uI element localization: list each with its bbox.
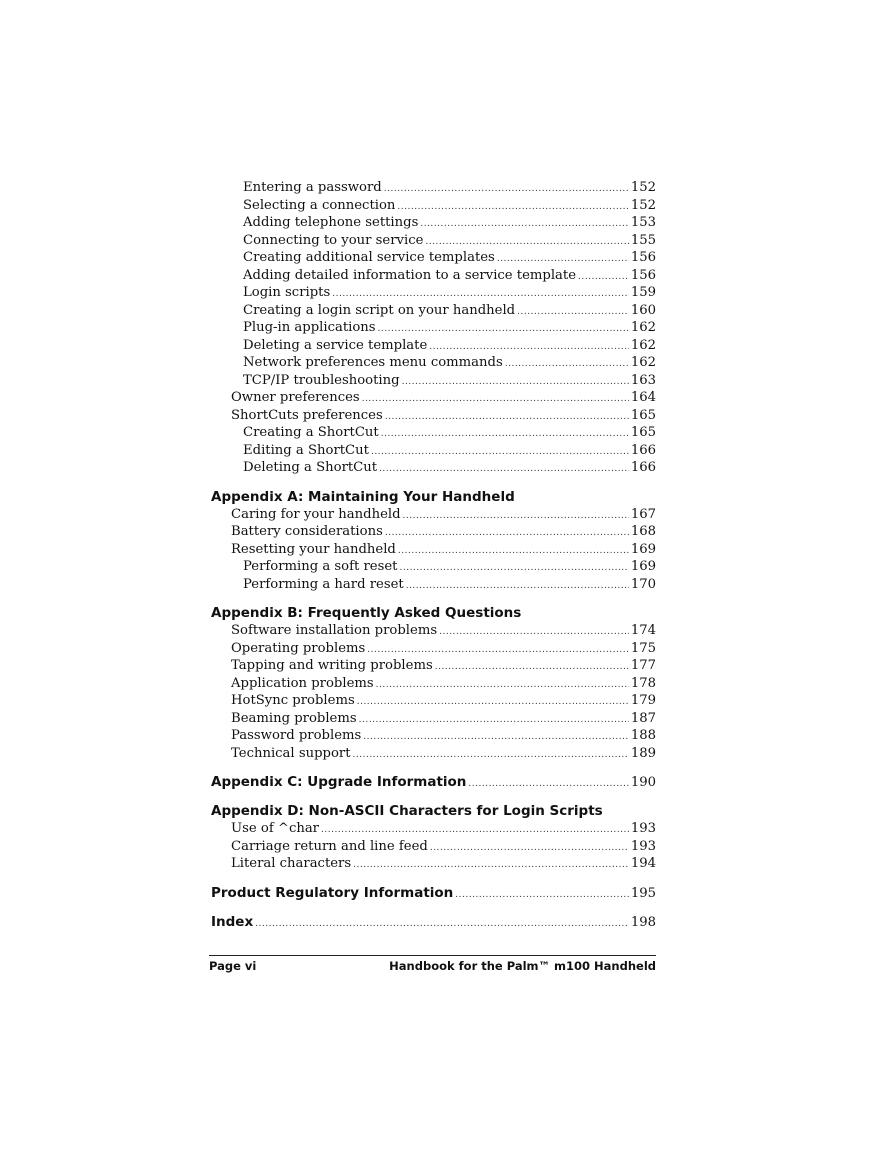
toc-entry-title: Software installation problems <box>231 623 438 638</box>
dot-leader <box>357 694 629 712</box>
toc-entry-title: Technical support <box>231 745 351 761</box>
toc-entry-title: Operating problems <box>231 640 366 656</box>
page-footer <box>209 955 656 973</box>
toc-entry-title: Creating additional service templates <box>243 250 495 265</box>
dot-leader <box>468 775 628 793</box>
toc-entry-title: Application problems <box>231 675 374 691</box>
toc-entry[interactable] <box>211 197 656 215</box>
dot-leader <box>353 747 629 765</box>
toc-entry[interactable] <box>211 389 656 407</box>
toc-section-heading[interactable] <box>211 913 656 931</box>
toc-entry[interactable] <box>211 302 656 320</box>
toc-page-number: 178 <box>630 675 656 691</box>
toc-page-number: 189 <box>630 745 656 761</box>
toc-page-number: 165 <box>630 425 656 440</box>
toc-entry-title: Caring for your handheld <box>231 506 401 522</box>
toc-entry[interactable] <box>211 372 656 390</box>
toc-page-number: 164 <box>630 390 656 405</box>
toc-page-number: 166 <box>630 442 656 458</box>
dot-leader <box>399 560 628 578</box>
dot-leader <box>397 199 628 217</box>
toc-page-number: 165 <box>630 407 656 423</box>
toc-entry[interactable] <box>211 354 656 372</box>
toc-page-number: 152 <box>630 180 656 195</box>
toc-entry-title: Connecting to your service <box>243 232 424 248</box>
dot-leader <box>379 461 629 479</box>
toc-entry-title: Resetting your handheld <box>231 541 396 557</box>
toc-entry-title: Plug-in applications <box>243 320 376 335</box>
toc-page-number: 160 <box>630 302 656 318</box>
toc-entry-title: Product Regulatory Information <box>211 884 454 901</box>
dot-leader <box>255 915 629 933</box>
toc-page-number: 159 <box>630 285 656 300</box>
toc-page-number: 187 <box>630 710 656 726</box>
toc-entry-title: Deleting a ShortCut <box>243 460 378 475</box>
toc-entry[interactable] <box>211 284 656 302</box>
toc-entry-title: Adding telephone settings <box>243 215 419 230</box>
toc-entry-title: Owner preferences <box>231 390 360 405</box>
toc-entry[interactable] <box>211 576 656 594</box>
toc-page-number: 156 <box>630 267 656 283</box>
toc-page-number: 190 <box>630 775 656 790</box>
toc-entry-title: Battery considerations <box>231 524 383 539</box>
toc-page-number: 169 <box>630 541 656 557</box>
dot-leader <box>376 677 629 695</box>
toc-entry[interactable] <box>211 523 656 541</box>
toc-entry[interactable] <box>211 179 656 197</box>
toc-entry-title: Deleting a service template <box>243 337 428 353</box>
toc-entry-title: Login scripts <box>243 285 331 300</box>
toc-page-number: 168 <box>630 524 656 539</box>
dot-leader <box>505 356 629 374</box>
toc-entry-title: Creating a ShortCut <box>243 425 379 440</box>
toc-entry[interactable] <box>211 424 656 442</box>
toc-section-heading[interactable] <box>211 488 656 506</box>
toc-page-number: 194 <box>630 856 656 871</box>
dot-leader <box>402 374 629 392</box>
dot-leader <box>435 659 629 677</box>
toc-page-number: 195 <box>630 885 656 901</box>
dot-leader <box>371 444 629 462</box>
dot-leader <box>439 624 629 642</box>
toc-entry-title: Performing a soft reset <box>243 559 398 574</box>
toc-page-number: 162 <box>630 355 656 370</box>
toc-entry[interactable] <box>211 657 656 675</box>
toc-entry-title: Tapping and writing problems <box>231 658 433 673</box>
dot-leader <box>353 857 629 875</box>
toc-entry-title: ShortCuts preferences <box>231 407 383 423</box>
dot-leader <box>384 181 629 199</box>
toc-page-number: 175 <box>630 640 656 656</box>
toc-page-number: 152 <box>630 197 656 213</box>
toc-entry[interactable] <box>211 407 656 425</box>
toc-entry-title: Appendix A: Maintaining Your Handheld <box>211 488 515 505</box>
toc-entry[interactable] <box>211 506 656 524</box>
toc-entry[interactable] <box>211 337 656 355</box>
toc-section-heading[interactable] <box>211 604 656 622</box>
toc-entry[interactable] <box>211 541 656 559</box>
toc-entry-title: Beaming problems <box>231 710 357 726</box>
toc-page-number: 170 <box>630 576 656 592</box>
toc-page-number: 166 <box>630 460 656 475</box>
toc-entry[interactable] <box>211 249 656 267</box>
toc-entry[interactable] <box>211 745 656 763</box>
toc-entry[interactable] <box>211 727 656 745</box>
toc-section-heading[interactable] <box>211 802 656 820</box>
toc-entry[interactable] <box>211 558 656 576</box>
toc-entry-title: Literal characters <box>231 856 352 871</box>
toc-entry-title: Entering a password <box>243 180 382 195</box>
dot-leader <box>578 269 629 287</box>
toc-entry-title: Appendix D: Non-ASCII Characters for Login Scripts <box>211 803 603 819</box>
toc-entry[interactable] <box>211 692 656 710</box>
toc-section-heading[interactable] <box>211 773 656 791</box>
table-of-contents <box>211 179 656 931</box>
dot-leader <box>385 409 629 427</box>
toc-entry[interactable] <box>211 710 656 728</box>
dot-leader <box>455 886 629 904</box>
toc-page-number: 193 <box>630 838 656 854</box>
toc-page-number: 167 <box>630 506 656 522</box>
toc-entry-title: TCP/IP troubleshooting <box>243 372 400 388</box>
dot-leader <box>363 729 629 747</box>
dot-leader <box>420 216 628 234</box>
toc-page-number: 188 <box>630 728 656 743</box>
toc-entry-title: Carriage return and line feed <box>231 838 428 854</box>
toc-entry-title: Performing a hard reset <box>243 576 404 592</box>
toc-entry[interactable] <box>211 675 656 693</box>
toc-entry[interactable] <box>211 855 656 873</box>
dot-leader <box>430 840 629 858</box>
toc-page-number: 155 <box>630 232 656 248</box>
dot-leader <box>406 578 629 596</box>
dot-leader <box>403 508 629 526</box>
toc-page-number: 177 <box>630 658 656 673</box>
toc-entry-title: Selecting a connection <box>243 197 396 213</box>
toc-entry-title: Index <box>211 913 254 930</box>
toc-page-number: 174 <box>630 623 656 638</box>
toc-page-number: 198 <box>630 914 656 930</box>
toc-entry-title: Appendix C: Upgrade Information <box>211 774 467 790</box>
toc-entry[interactable] <box>211 838 656 856</box>
toc-section-heading[interactable] <box>211 884 656 902</box>
dot-leader <box>385 525 629 543</box>
toc-entry-title: Adding detailed information to a service template <box>243 267 577 283</box>
toc-entry-title: Creating a login script on your handheld <box>243 302 516 318</box>
toc-entry-title: Editing a ShortCut <box>243 442 369 458</box>
toc-page-number: 193 <box>630 821 656 836</box>
toc-entry[interactable] <box>211 214 656 232</box>
dot-leader <box>359 712 629 730</box>
toc-page-number: 162 <box>630 337 656 353</box>
toc-entry-title: Use of ^char <box>231 821 319 836</box>
toc-entry[interactable] <box>211 232 656 250</box>
toc-entry-title: Password problems <box>231 728 362 743</box>
footer-book-title: Handbook for the Palm™ m100 Handheld <box>389 959 656 973</box>
dot-leader <box>517 304 629 322</box>
toc-entry[interactable] <box>211 442 656 460</box>
toc-entry[interactable] <box>211 319 656 337</box>
toc-page-number: 156 <box>630 250 656 265</box>
toc-page-number: 169 <box>630 559 656 574</box>
toc-page-number: 179 <box>630 693 656 708</box>
toc-page-number: 162 <box>630 320 656 335</box>
dot-leader <box>398 543 629 561</box>
toc-entry[interactable] <box>211 267 656 285</box>
toc-page-number: 153 <box>630 215 656 230</box>
toc-entry-title: HotSync problems <box>231 693 355 708</box>
toc-entry[interactable] <box>211 640 656 658</box>
dot-leader <box>381 426 629 444</box>
toc-entry[interactable] <box>211 622 656 640</box>
footer-page-number: Page vi <box>209 959 257 973</box>
dot-leader <box>362 391 629 409</box>
toc-entry-title: Network preferences menu commands <box>243 355 503 370</box>
toc-page-number: 163 <box>630 372 656 388</box>
toc-entry[interactable] <box>211 820 656 838</box>
toc-entry-title: Appendix B: Frequently Asked Questions <box>211 605 522 621</box>
toc-entry[interactable] <box>211 459 656 477</box>
